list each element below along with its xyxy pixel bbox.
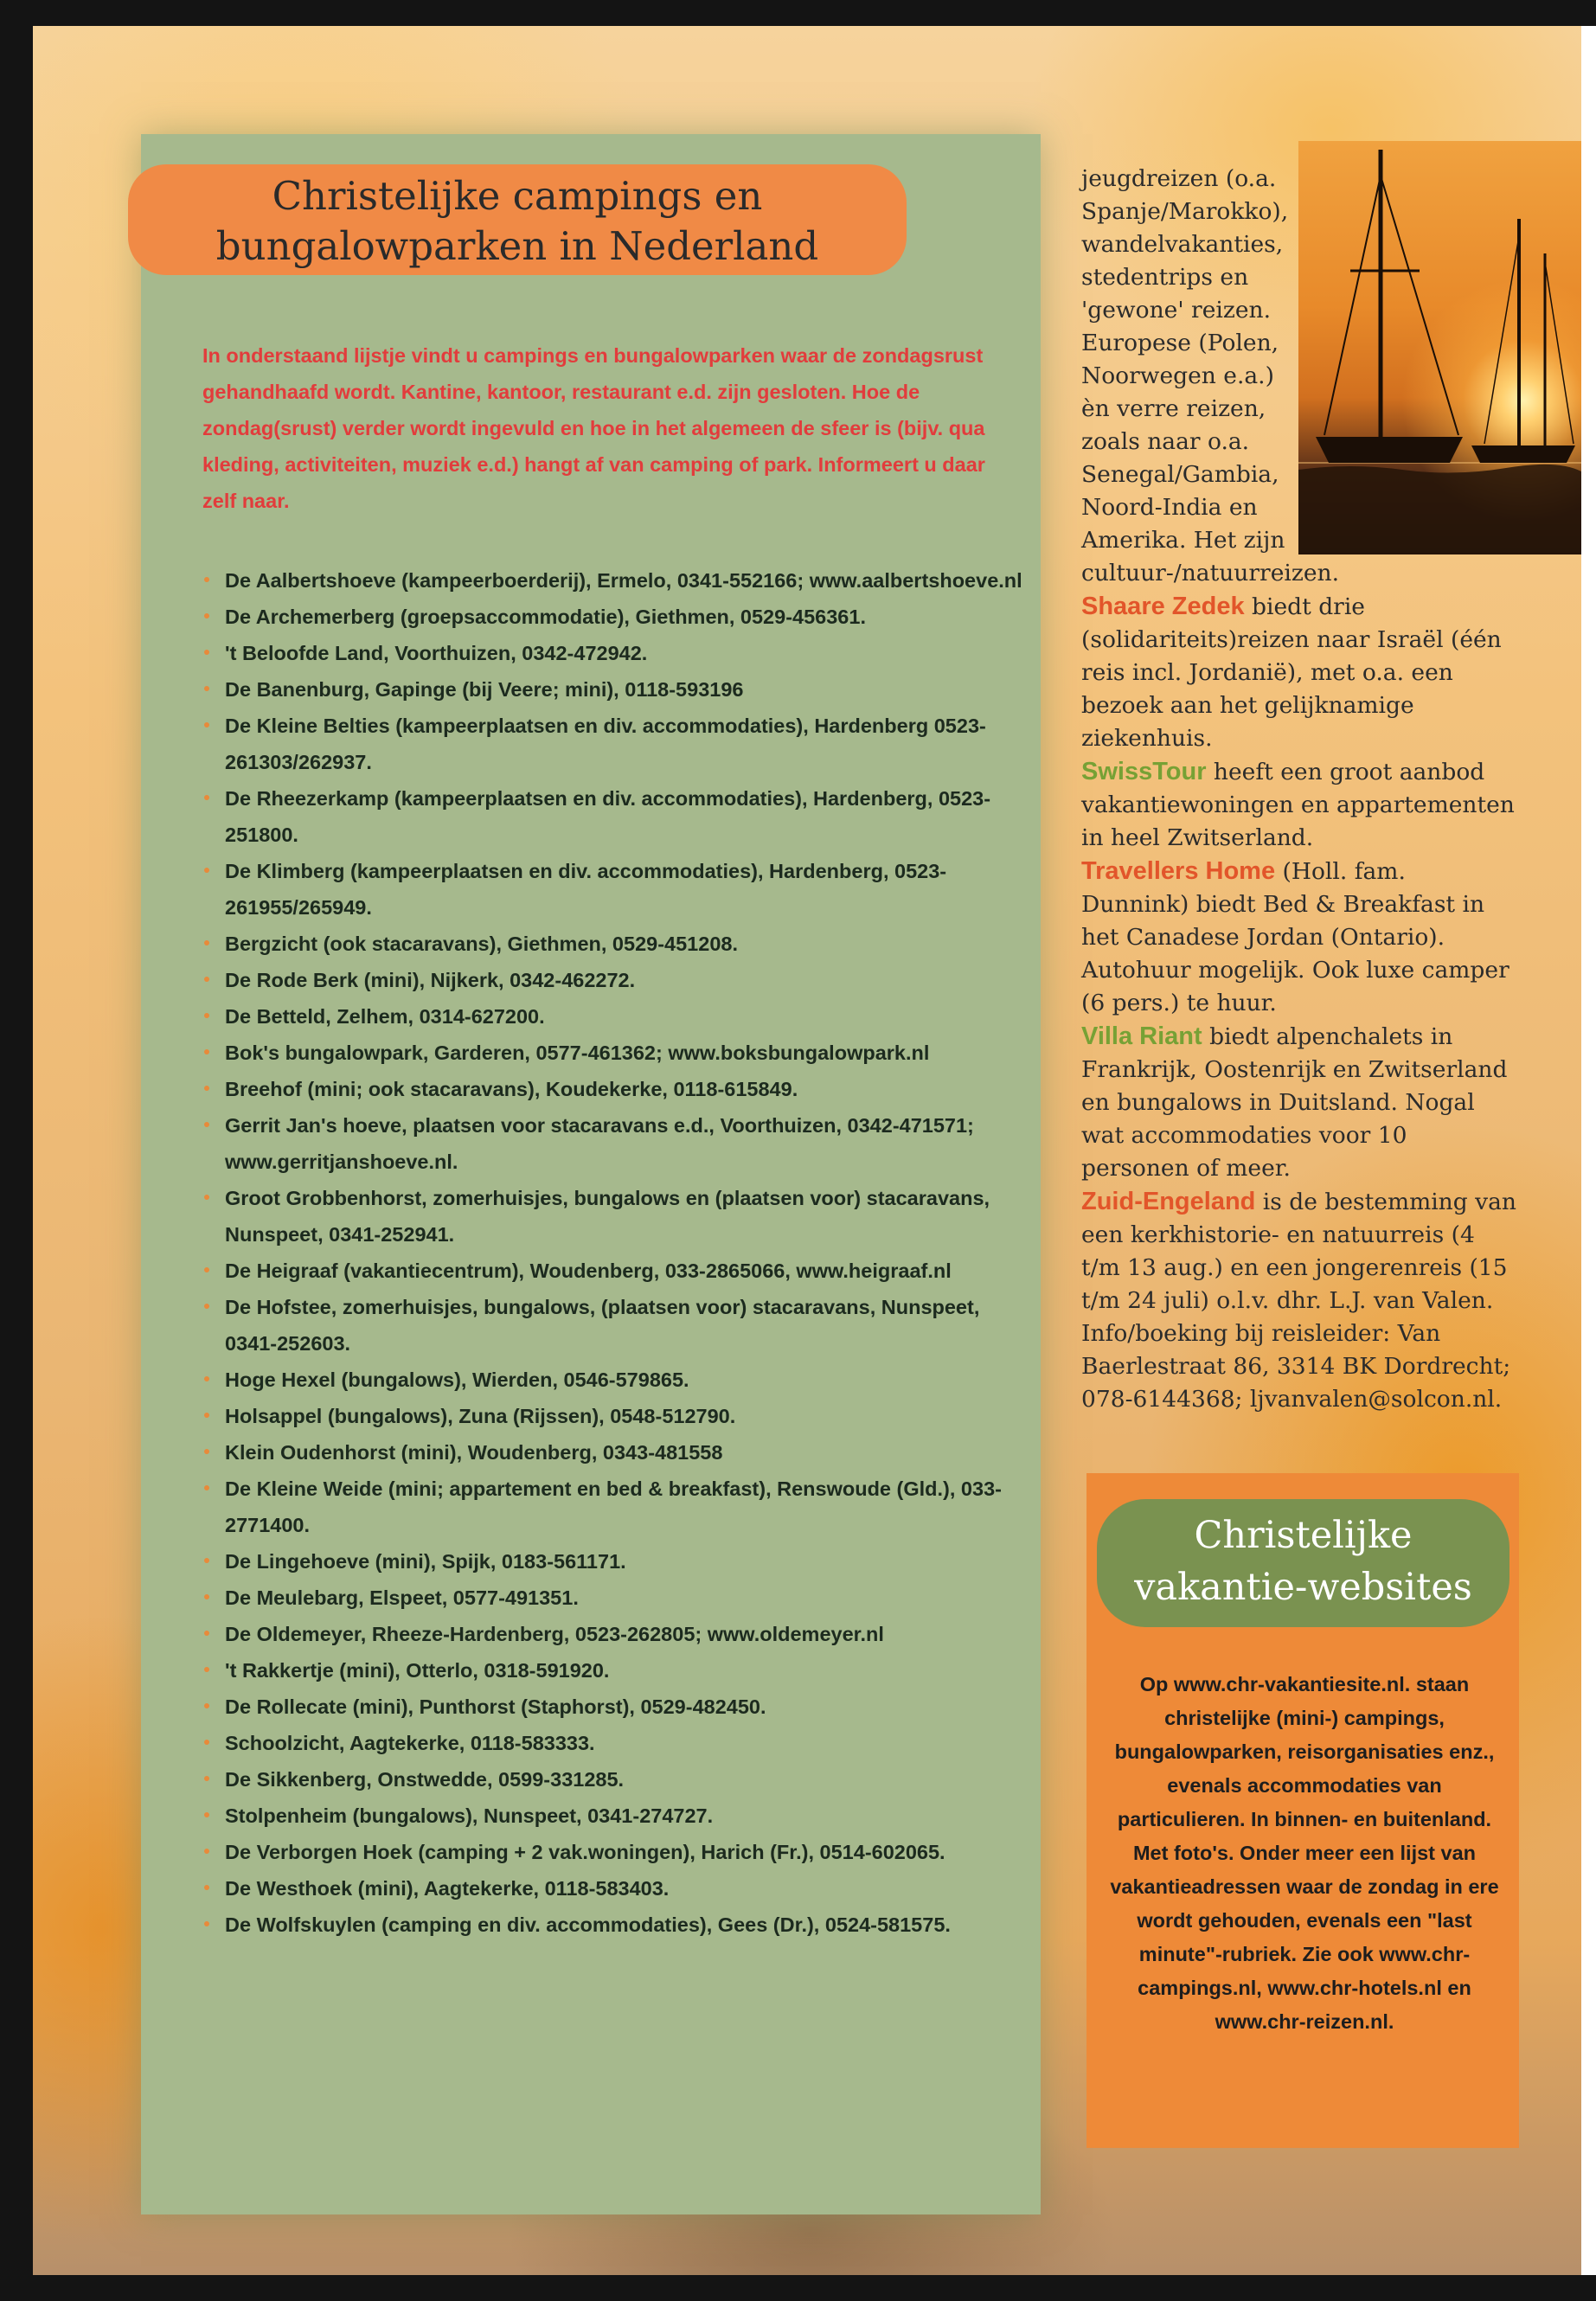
travel-item-shaare-zedek-name: Shaare Zedek: [1081, 593, 1245, 620]
scan-border-top: [0, 0, 1596, 26]
websites-title: [1097, 1499, 1509, 1627]
camping-entry: De Sikkenberg, Onstwedde, 0599-331285.: [197, 1761, 1028, 1798]
camping-entry: De Oldemeyer, Rheeze-Hardenberg, 0523-262805; www.oldemeyer.nl: [197, 1616, 1028, 1652]
camping-entry: De Kleine Weide (mini; appartement en bed & breakfast), Renswoude (Gld.), 033-2771400.: [197, 1471, 1028, 1543]
camping-entry: 't Rakkertje (mini), Otterlo, 0318-591920.: [197, 1652, 1028, 1689]
magazine-page: [33, 26, 1581, 2275]
travel-continued-text: jeugdreizen (o.a. Spanje/Marokko), wandelvakanties, stedentrips en 'gewone' reizen. Europese (Polen, Noorwegen e.a.) èn verre reizen, zoals naar o.a. Senegal/Gambia, Noord-India en Amerika. Het zijn cultuur-/natuurreizen.: [1081, 165, 1339, 586]
scan-border-left: [0, 0, 33, 2301]
camping-entry: De Verborgen Hoek (camping + 2 vak.woningen), Harich (Fr.), 0514-602065.: [197, 1834, 1028, 1870]
campings-list: [197, 562, 1028, 1943]
websites-body: Op www.chr-vakantiesite.nl. staan christelijke (mini-) campings, bungalowparken, reisorganisaties enz., evenals accommodaties van particulieren. In binnen- en buitenland. Met foto's. Onder meer een lijst van vakantieadressen waar de zondag in ere wordt gehouden, evenals een "last minute"-rubriek. Zie ook www.chr-campings.nl, www.chr-hotels.nl en www.chr-reizen.nl.: [1110, 1673, 1499, 2033]
travel-item-zuid-engeland-text: is de bestemming van een kerkhistorie- en natuurreis (4 t/m 13 aug.) en een jongerenreis (15 t/m 24 juli) o.l.v. dhr. L.J. van Valen. Info/boeking bij reisleider: Van Baerlestraat 86, 3314 BK Dordrecht; 078-6144368; ljvanvalen@solcon.nl.: [1081, 1189, 1516, 1413]
camping-entry: De Archemerberg (groepsaccommodatie), Giethmen, 0529-456361.: [197, 599, 1028, 635]
camping-entry: Stolpenheim (bungalows), Nunspeet, 0341-274727.: [197, 1798, 1028, 1834]
campings-title-line2: bungalowparken in Nederland: [215, 223, 819, 269]
travel-column: [1081, 163, 1518, 1416]
camping-entry: De Kleine Belties (kampeerplaatsen en div. accommodaties), Hardenberg 0523-261303/262937.: [197, 708, 1028, 780]
camping-entry: De Wolfskuylen (camping en div. accommodaties), Gees (Dr.), 0524-581575.: [197, 1907, 1028, 1943]
camping-entry: De Banenburg, Gapinge (bij Veere; mini), 0118-593196: [197, 671, 1028, 708]
travel-item-villa-riant-name: Villa Riant: [1081, 1022, 1202, 1050]
camping-entry: Bok's bungalowpark, Garderen, 0577-461362; www.boksbungalowpark.nl: [197, 1035, 1028, 1071]
websites-title-line2: vakantie-websites: [1134, 1566, 1472, 1609]
camping-entry: Holsappel (bungalows), Zuna (Rijssen), 0548-512790.: [197, 1398, 1028, 1434]
camping-entry: De Lingehoeve (mini), Spijk, 0183-561171.: [197, 1543, 1028, 1580]
camping-entry: De Hofstee, zomerhuisjes, bungalows, (plaatsen voor) stacaravans, Nunspeet, 0341-252603.: [197, 1289, 1028, 1362]
camping-entry: De Heigraaf (vakantiecentrum), Woudenberg, 033-2865066, www.heigraaf.nl: [197, 1253, 1028, 1289]
camping-entry: 't Beloofde Land, Voorthuizen, 0342-472942.: [197, 635, 1028, 671]
travel-item-travellers-home-name: Travellers Home: [1081, 857, 1276, 885]
travel-item-swisstour-text: heeft een groot aanbod vakantiewoningen en appartementen in heel Zwitserland.: [1081, 759, 1515, 851]
camping-entry: Groot Grobbenhorst, zomerhuisjes, bungalows en (plaatsen voor) stacaravans, Nunspeet, 0341-252941.: [197, 1180, 1028, 1253]
websites-title-line1: Christelijke: [1194, 1514, 1413, 1557]
travel-item-zuid-engeland-name: Zuid-Engeland: [1081, 1188, 1256, 1215]
camping-entry: Schoolzicht, Aagtekerke, 0118-583333.: [197, 1725, 1028, 1761]
camping-entry: De Westhoek (mini), Aagtekerke, 0118-583403.: [197, 1870, 1028, 1907]
travel-item-swisstour-name: SwissTour: [1081, 758, 1207, 785]
campings-title: [128, 164, 907, 275]
camping-entry: Klein Oudenhorst (mini), Woudenberg, 0343-481558: [197, 1434, 1028, 1471]
camping-entry: De Rollecate (mini), Punthorst (Staphorst), 0529-482450.: [197, 1689, 1028, 1725]
campings-intro: In onderstaand lijstje vindt u campings en bungalowparken waar de zondagsrust gehandhaafd wordt. Kantine, kantoor, restaurant e.d. zijn gesloten. Hoe de zondag(srust) verder wordt ingevuld en hoe in het algemeen de sfeer is (bijv. qua kleding, activiteiten, muziek e.d.) hangt af van camping of park. Informeert u daar zelf naar.: [202, 344, 985, 512]
camping-entry: De Klimberg (kampeerplaatsen en div. accommodaties), Hardenberg, 0523-261955/265949.: [197, 853, 1028, 926]
travel-item-travellers-home-text: (Holl. fam. Dunnink) biedt Bed & Breakfast in het Canadese Jordan (Ontario). Autohuur mogelijk. Ook luxe camper (6 pers.) te huur.: [1081, 858, 1509, 1016]
travel-item-villa-riant-text: biedt alpenchalets in Frankrijk, Oostenrijk en Zwitserland en bungalows in Duitsland. Nogal wat accommodaties voor 10 personen of meer.: [1081, 1023, 1508, 1182]
camping-entry: Hoge Hexel (bungalows), Wierden, 0546-579865.: [197, 1362, 1028, 1398]
camping-entry: De Rode Berk (mini), Nijkerk, 0342-462272.: [197, 962, 1028, 998]
travel-item-shaare-zedek-text: biedt drie (solidariteits)reizen naar Israël (één reis incl. Jordanië), met o.a. een bezoek aan het gelijknamige ziekenhuis.: [1081, 593, 1502, 752]
scan-border-bottom: [0, 2275, 1596, 2301]
camping-entry: De Rheezerkamp (kampeerplaatsen en div. accommodaties), Hardenberg, 0523-251800.: [197, 780, 1028, 853]
camping-entry: De Meulebarg, Elspeet, 0577-491351.: [197, 1580, 1028, 1616]
camping-entry: Breehof (mini; ook stacaravans), Koudekerke, 0118-615849.: [197, 1071, 1028, 1107]
camping-entry: De Aalbertshoeve (kampeerboerderij), Ermelo, 0341-552166; www.aalbertshoeve.nl: [197, 562, 1028, 599]
camping-entry: Bergzicht (ook stacaravans), Giethmen, 0529-451208.: [197, 926, 1028, 962]
camping-entry: Gerrit Jan's hoeve, plaatsen voor stacaravans e.d., Voorthuizen, 0342-471571; www.gerritjanshoeve.nl.: [197, 1107, 1028, 1180]
campings-title-line1: Christelijke campings en: [272, 173, 763, 219]
camping-entry: De Betteld, Zelhem, 0314-627200.: [197, 998, 1028, 1035]
